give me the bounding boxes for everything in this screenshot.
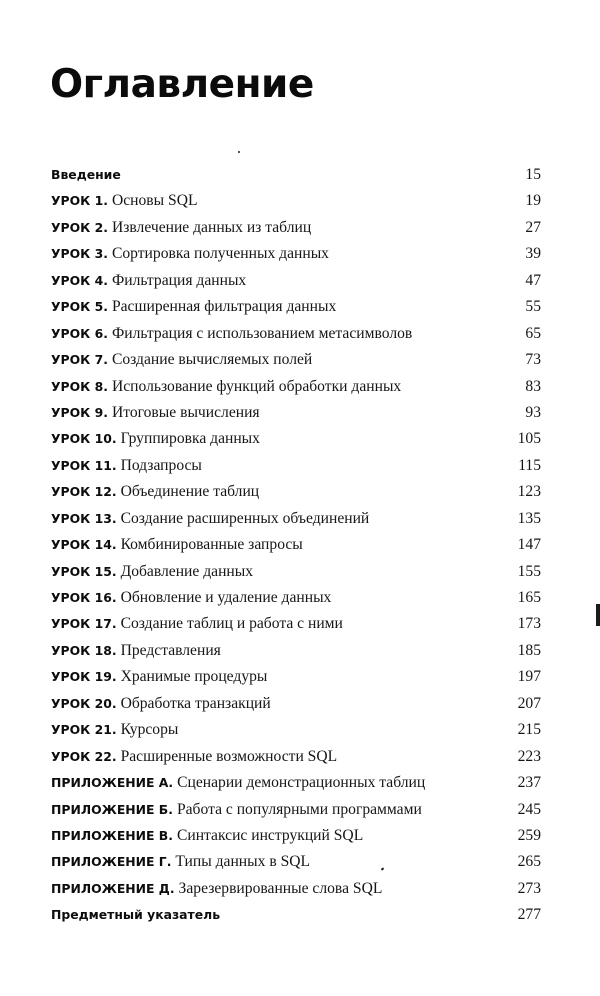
toc-page-number: 123 xyxy=(517,483,541,501)
toc-entry-title: Подзапросы xyxy=(120,456,202,474)
toc-entry-label: УРОК 4. xyxy=(51,272,108,288)
toc-page-number: 15 xyxy=(525,166,541,183)
toc-entry-label: УРОК 11. xyxy=(51,457,117,473)
toc-entry-title: Итоговые вычисления xyxy=(111,403,260,421)
toc-entry xyxy=(51,245,541,271)
toc-page-number: 245 xyxy=(517,800,541,818)
toc-entry-label: ПРИЛОЖЕНИЕ Д. xyxy=(51,880,175,896)
toc-page-number: 135 xyxy=(517,509,541,527)
toc-page-number: 93 xyxy=(525,403,541,421)
toc-entry-title: Объединение таблиц xyxy=(120,483,260,501)
toc-entry-title: Фильтрация с использованием метасимволов xyxy=(111,324,413,342)
toc-entry-label: Введение xyxy=(51,167,121,182)
toc-entry xyxy=(51,272,541,298)
toc-page-number: 55 xyxy=(525,298,541,316)
toc-entry-title: Использование функций обработки данных xyxy=(111,377,402,395)
toc-page-number: 173 xyxy=(517,615,541,633)
toc-page-number: 155 xyxy=(517,562,541,580)
toc-entry-label: УРОК 18. xyxy=(51,642,117,658)
toc-entry xyxy=(51,906,541,932)
toc-entry xyxy=(51,695,541,721)
toc-entry-label: Предметный указатель xyxy=(51,907,221,923)
toc-page-number: 207 xyxy=(517,694,541,712)
toc-entry-label: ПРИЛОЖЕНИЕ Б. xyxy=(51,801,173,817)
toc-page-number: 277 xyxy=(517,906,541,924)
toc-entry xyxy=(51,483,541,509)
toc-entry-label: УРОК 9. xyxy=(51,404,108,420)
toc-entry-title: Извлечение данных из таблиц xyxy=(111,218,312,236)
toc-entry xyxy=(51,853,541,879)
toc-entry-label: УРОК 15. xyxy=(51,563,117,579)
toc-entry xyxy=(51,748,541,774)
toc-entry-label: УРОК 10. xyxy=(51,431,117,447)
toc-page-number: 27 xyxy=(525,218,541,236)
toc-entry-label: УРОК 6. xyxy=(51,325,108,341)
toc-entry-title: Хранимые процедуры xyxy=(120,668,268,686)
toc-page-number: 165 xyxy=(517,589,541,606)
toc-page-number: 83 xyxy=(525,377,541,395)
toc-entry-label: ПРИЛОЖЕНИЕ А. xyxy=(51,775,174,791)
toc-page-number: 237 xyxy=(517,774,541,792)
toc-page-number: 197 xyxy=(517,668,541,686)
toc-entry xyxy=(51,192,541,218)
toc-entry-label: УРОК 20. xyxy=(51,695,117,711)
scan-edge-mark xyxy=(596,604,600,626)
toc-entry-title: Группировка данных xyxy=(120,430,260,448)
toc-entry-label: УРОК 3. xyxy=(51,246,108,262)
toc-entry xyxy=(51,827,541,853)
toc-entry xyxy=(51,563,541,589)
toc-entry-label: УРОК 8. xyxy=(51,378,108,394)
toc-entry-label: УРОК 12. xyxy=(51,484,117,500)
toc-entry-label: УРОК 14. xyxy=(51,537,117,553)
toc-entry xyxy=(51,298,541,324)
toc-entry-label: УРОК 1. xyxy=(51,193,108,209)
toc-entry xyxy=(51,430,541,456)
toc-entry-title: Обработка транзакций xyxy=(120,694,271,712)
toc-entry-title: Расширенные возможности SQL xyxy=(120,747,338,765)
toc-entry xyxy=(51,668,541,694)
toc-entry xyxy=(51,589,541,615)
toc-page-number: 19 xyxy=(525,192,541,210)
toc-entry xyxy=(51,774,541,800)
toc-entry-title: Фильтрация данных xyxy=(111,271,247,289)
toc-entry-label: УРОК 17. xyxy=(51,616,117,632)
toc-entry-label: УРОК 16. xyxy=(51,590,117,605)
toc-entry-title: Расширенная фильтрация данных xyxy=(111,298,337,316)
toc-entry-title: Создание расширенных объединений xyxy=(120,509,370,527)
toc-entry-title: Комбинированные запросы xyxy=(120,536,303,554)
scan-speck xyxy=(238,151,240,153)
toc-entry-label: ПРИЛОЖЕНИЕ В. xyxy=(51,827,173,843)
toc-page-number: 115 xyxy=(518,456,541,474)
toc-page-number: 265 xyxy=(517,853,541,871)
page-title: Оглавление xyxy=(50,62,314,107)
toc-page-number: 223 xyxy=(517,747,541,765)
toc-entry-title: Представления xyxy=(120,641,221,659)
toc-page-number: 185 xyxy=(517,641,541,659)
toc-entry-title: Добавление данных xyxy=(120,562,254,580)
toc-entry-label: УРОК 21. xyxy=(51,722,117,738)
toc-page-number: 259 xyxy=(517,826,541,844)
toc-entry-label: УРОК 19. xyxy=(51,669,117,685)
toc-entry xyxy=(51,510,541,536)
toc-entry-title: Создание таблиц и работа с ними xyxy=(120,615,343,633)
toc-page-number: 73 xyxy=(525,351,541,369)
toc-entry-label: УРОК 5. xyxy=(51,299,108,315)
table-of-contents xyxy=(51,166,541,933)
toc-entry-title: Зарезервированные слова SQL xyxy=(178,879,383,897)
toc-entry-label: ПРИЛОЖЕНИЕ Г. xyxy=(51,854,172,870)
toc-page-number: 147 xyxy=(517,536,541,554)
toc-page-number: 105 xyxy=(517,430,541,448)
toc-entry-title: Сортировка полученных данных xyxy=(111,245,329,263)
toc-entry xyxy=(51,166,541,192)
toc-page-number: 39 xyxy=(525,245,541,263)
toc-entry-title: Курсоры xyxy=(120,721,179,739)
toc-entry-label: УРОК 2. xyxy=(51,219,108,235)
toc-page-number: 47 xyxy=(525,271,541,289)
toc-entry xyxy=(51,457,541,483)
toc-entry-title: Обновление и удаление данных xyxy=(120,589,332,606)
toc-entry-title: Синтаксис инструкций SQL xyxy=(176,826,364,844)
toc-page-number: 273 xyxy=(517,879,541,897)
toc-entry xyxy=(51,642,541,668)
toc-entry-title: Сценарии демонстрационных таблиц xyxy=(177,774,426,792)
toc-page-number: 65 xyxy=(525,324,541,342)
toc-entry xyxy=(51,219,541,245)
toc-entry xyxy=(51,536,541,562)
toc-entry xyxy=(51,378,541,404)
toc-entry xyxy=(51,721,541,747)
toc-entry-title: Создание вычисляемых полей xyxy=(111,351,313,369)
toc-entry xyxy=(51,615,541,641)
toc-entry xyxy=(51,880,541,906)
toc-entry-label: УРОК 22. xyxy=(51,748,117,764)
toc-page-number: 215 xyxy=(517,721,541,739)
toc-entry xyxy=(51,404,541,430)
toc-entry-title: Типы данных в SQL xyxy=(175,853,311,871)
toc-entry xyxy=(51,325,541,351)
toc-entry xyxy=(51,351,541,377)
toc-entry xyxy=(51,801,541,827)
toc-entry-title: Работа с популярными программами xyxy=(176,800,422,818)
toc-entry-label: УРОК 7. xyxy=(51,352,108,368)
toc-entry-label: УРОК 13. xyxy=(51,510,117,526)
toc-entry-title: Основы SQL xyxy=(111,192,198,210)
